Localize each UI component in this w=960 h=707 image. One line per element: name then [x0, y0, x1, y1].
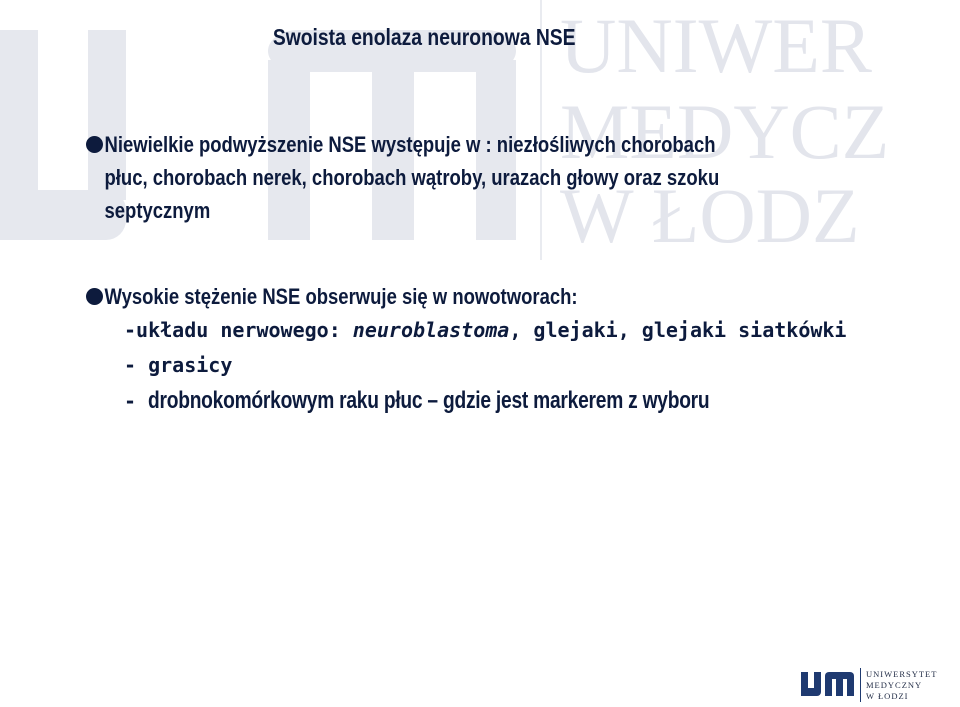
- um-logo-icon: [801, 672, 854, 696]
- bullet-1-text-1: Niewielkie podwyższenie NSE występuje w : niezłośliwych chorobach: [104, 132, 716, 157]
- sub-item-3-prefix: -: [124, 389, 149, 413]
- sub-item-3-emphasis: drobnokomórkowym raku płuc – gdzie jest markerem z wyboru: [148, 387, 710, 414]
- bullet-2-lead: Wysokie stężenie NSE obserwuje się w nowotworach:: [104, 284, 578, 309]
- bullet-2-lead-line: [86, 280, 946, 313]
- sub-item-1-suffix: , glejaki, glejaki siatkówki: [509, 318, 847, 342]
- watermark-line-1: UNIWER: [560, 2, 872, 89]
- sub-item-nervous-system: [86, 313, 946, 348]
- watermark-line-3: W ŁODZ: [560, 172, 860, 259]
- bullet-1-text-2: płuc, chorobach nerek, chorobach wątroby, urazach głowy oraz szoku: [104, 165, 720, 190]
- logo-divider: [860, 668, 861, 702]
- bullet-1-line-1: [86, 128, 946, 161]
- university-logo: [798, 664, 948, 704]
- slide-title: Swoista enolaza neuronowa NSE: [272, 24, 576, 50]
- bullet-1-line-2: [86, 161, 946, 194]
- sub-item-sclc: [86, 383, 946, 419]
- bullet-1-text-3: septycznym: [104, 198, 211, 223]
- logo-line-1: UNIWERSYTET: [866, 669, 938, 679]
- bullet-1-line-3: [86, 194, 946, 227]
- bullet-1: [86, 128, 946, 227]
- watermark-line-2: MEDYCZ: [560, 88, 890, 175]
- logo-line-3: W ŁODZI: [866, 691, 909, 701]
- sub-item-2-prefix: - grasicy: [124, 353, 233, 377]
- bullet-2: [86, 280, 946, 419]
- sub-item-1-prefix: -układu nerwowego:: [124, 318, 353, 342]
- sub-item-thymus: [86, 348, 946, 383]
- sub-item-1-italic: neuroblastoma: [352, 318, 510, 342]
- logo-line-2: MEDYCZNY: [866, 680, 923, 690]
